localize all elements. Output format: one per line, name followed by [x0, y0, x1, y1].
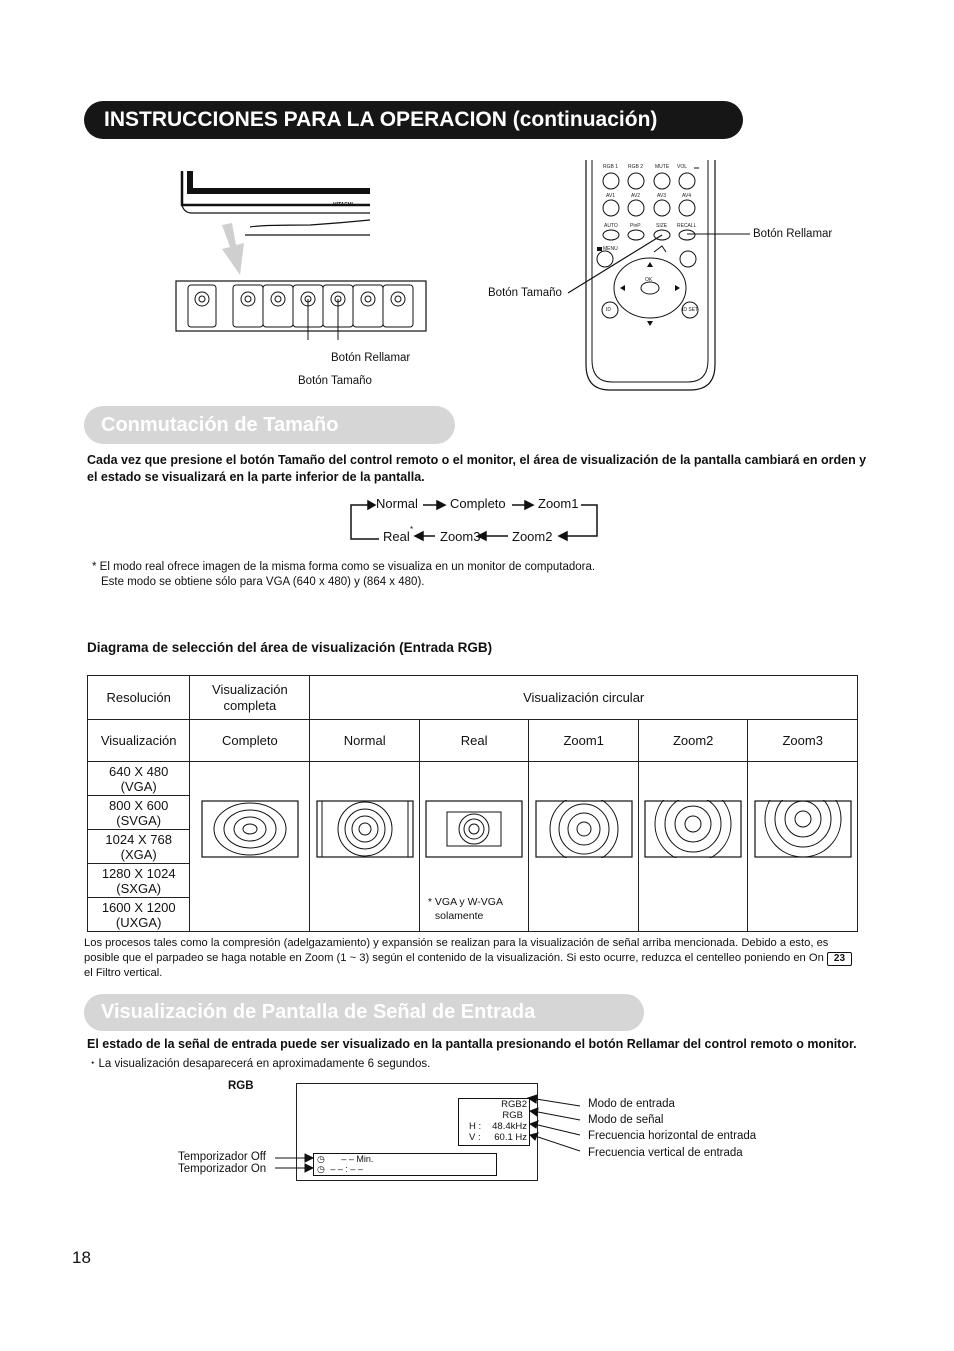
label-rellamar-remote: Botón Rellamar — [753, 228, 833, 240]
thumb-completo — [201, 800, 299, 858]
timer-on-icon: ◷ — [317, 1164, 325, 1174]
thumb-zoom3 — [754, 800, 852, 858]
remote-label-id: ID — [606, 307, 611, 313]
label-rellamar-monitor: Botón Rellamar — [331, 352, 411, 364]
label-signal-mode: Modo de señal — [588, 1114, 664, 1126]
remote-label-auto: AUTO — [604, 223, 618, 229]
resolution-xga: 1024 X 768 (XGA) — [88, 830, 190, 864]
osd-v-label: V : — [469, 1132, 481, 1143]
cycle-normal: Normal — [376, 496, 418, 511]
header-visualizacion: Visualización — [88, 720, 190, 762]
section-size-title: Conmutación de Tamaño — [101, 414, 339, 436]
remote-label-idset: ID SET — [682, 307, 699, 313]
flicker-text-1: Los procesos tales como la compresión (adelgazamiento) y expansión se realizan para la visualización de señal arriba mencionada. Debido a esto, es posible que el parpadeo se haga notable en Zoom (1 ~ 3) según el contenido de la visualización. Si esto ocurre, reduzca el centelleo poniendo en On — [84, 937, 829, 964]
label-tamano-monitor: Botón Tamaño — [298, 375, 372, 387]
thumb-completo-cell — [190, 762, 310, 932]
bullet-dot: ・ — [87, 1058, 99, 1070]
thumb-normal — [316, 800, 414, 858]
osd-input-mode: RGB2 — [501, 1099, 527, 1110]
mode-completo: Completo — [190, 720, 310, 762]
thumb-zoom1 — [535, 800, 633, 858]
size-cycle-labels — [345, 494, 605, 546]
display-area-table — [87, 675, 858, 932]
resolution-sxga: 1280 X 1024 (SXGA) — [88, 864, 190, 898]
down-arrow-icon — [222, 223, 244, 275]
resolution-vga: 640 X 480 (VGA) — [88, 762, 190, 796]
osd-label-rgb: RGB — [228, 1080, 254, 1092]
thumb-zoom2 — [644, 800, 742, 858]
remote-label-recall: RECALL — [677, 223, 697, 229]
remote-label-menu: MENU — [603, 246, 618, 252]
diagram-title: Diagrama de selección del área de visualización (Entrada RGB) — [87, 640, 493, 655]
section-signal-bullet: La visualización desaparecerá en aproximadamente 6 segundos. — [98, 1058, 431, 1070]
remote-label-mute: MUTE — [655, 164, 670, 170]
monitor-illustration — [170, 165, 440, 340]
real-note-1: * VGA y W-VGA — [427, 896, 503, 908]
resolution-svga: 800 X 600 (SVGA) — [88, 796, 190, 830]
cycle-zoom1: Zoom1 — [538, 496, 579, 511]
remote-label-av2: AV2 — [631, 193, 641, 199]
thumb-real — [425, 800, 523, 858]
remote-label-av3: AV3 — [657, 193, 667, 199]
mode-zoom1: Zoom1 — [529, 720, 639, 762]
label-input-mode: Modo de entrada — [588, 1098, 675, 1110]
label-v-freq: Frecuencia vertical de entrada — [588, 1147, 743, 1159]
remote-label-ok: OK — [645, 277, 653, 283]
section-size-intro: Cada vez que presione el botón Tamaño del control remoto o el monitor, el área de visualización de la pantalla cambiará en orden y el estado se visualizará en la parte inferior de la pantalla. — [87, 453, 867, 484]
thumb-real-cell — [419, 762, 529, 932]
thumb-zoom3-cell — [748, 762, 858, 932]
timer-off-icon: ◷ — [317, 1154, 325, 1164]
remote-label-rgb2: RGB 2 — [628, 164, 644, 170]
section-signal-banner — [84, 994, 644, 1031]
page-number: 18 — [72, 1248, 91, 1267]
real-note-2: solamente — [434, 910, 484, 922]
header-circular: Visualización circular — [310, 676, 858, 720]
flicker-text-2: el Filtro vertical. — [84, 967, 163, 979]
mode-normal: Normal — [310, 720, 420, 762]
cycle-real-asterisk: * — [410, 525, 414, 534]
header-completa: Visualización completa — [190, 676, 310, 720]
label-h-freq: Frecuencia horizontal de entrada — [588, 1130, 757, 1142]
osd-v-value: 60.1 Hz — [494, 1132, 527, 1143]
mode-real: Real — [419, 720, 529, 762]
flicker-paragraph — [84, 936, 859, 981]
osd-callout-arrows — [270, 1090, 590, 1180]
mode-zoom2: Zoom2 — [638, 720, 748, 762]
osd-timer-off: – – Min. — [341, 1154, 374, 1164]
remote-label-av4: AV4 — [682, 193, 692, 199]
mode-zoom3: Zoom3 — [748, 720, 858, 762]
thumb-normal-cell — [310, 762, 420, 932]
section-signal-bullet-line — [87, 1055, 430, 1071]
remote-label-pinp: PinP — [630, 223, 641, 229]
resolution-uxga: 1600 X 1200 (UXGA) — [88, 898, 190, 932]
remote-callout-lines — [560, 225, 760, 305]
thumb-zoom1-cell — [529, 762, 639, 932]
label-timer-on: Temporizador On — [178, 1163, 267, 1175]
section-signal-intro: El estado de la señal de entrada puede ser visualizado en la pantalla presionando el botón Rellamar del control remoto o monitor. — [87, 1037, 857, 1051]
cycle-zoom3: Zoom3 — [440, 529, 481, 544]
brand-logo: HITACHI — [333, 202, 353, 208]
real-mode-note-1: * El modo real ofrece imagen de la misma forma como se visualiza en un monitor de computadora. — [92, 561, 596, 573]
remote-label-av1: AV1 — [606, 193, 616, 199]
remote-label-vol: VOL — [677, 164, 688, 170]
cycle-completo: Completo — [450, 496, 506, 511]
real-mode-note-2: Este modo se obtiene sólo para VGA (640 x 480) y (864 x 480). — [101, 576, 425, 588]
header-resolucion: Resolución — [88, 676, 190, 720]
label-tamano-remote: Botón Tamaño — [488, 287, 562, 299]
remote-label-rgb1: RGB 1 — [603, 164, 619, 170]
cycle-real: Real — [383, 529, 410, 544]
section-size-banner — [84, 406, 455, 444]
cycle-zoom2: Zoom2 — [512, 529, 553, 544]
page-title-banner — [84, 101, 743, 139]
page-ref-23[interactable]: 23 — [827, 952, 852, 966]
remote-label-size: SIZE — [656, 223, 668, 229]
label-timer-off: Temporizador Off — [178, 1151, 266, 1163]
osd-h-value: 48.4kHz — [492, 1121, 527, 1132]
thumb-zoom2-cell — [638, 762, 748, 932]
page-title: INSTRUCCIONES PARA LA OPERACION (continuación) — [104, 108, 658, 131]
osd-signal-mode: RGB — [502, 1110, 523, 1121]
osd-h-label: H : — [469, 1121, 482, 1132]
section-signal-title: Visualización de Pantalla de Señal de Entrada — [101, 1001, 536, 1023]
osd-timer-on: – – : – – — [330, 1164, 363, 1174]
